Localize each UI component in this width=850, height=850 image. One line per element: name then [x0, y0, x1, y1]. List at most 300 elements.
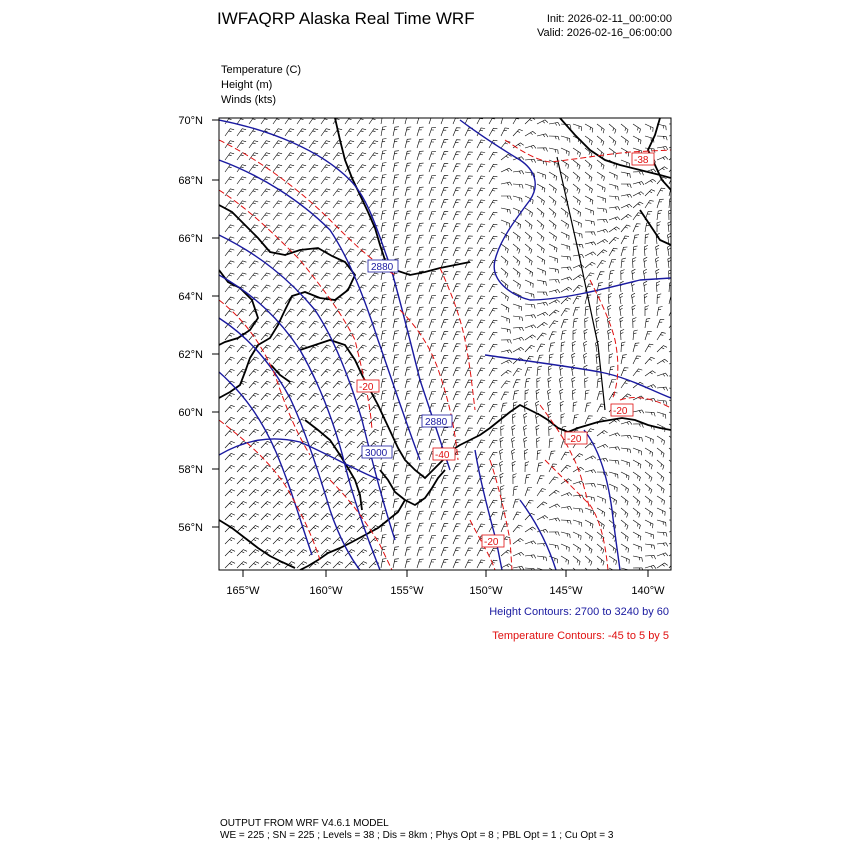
wind-barb	[381, 331, 387, 341]
wind-barb	[657, 157, 668, 161]
wind-barb	[537, 196, 544, 205]
wind-barb	[525, 378, 530, 388]
wind-barb	[237, 490, 247, 497]
wind-barb	[261, 369, 271, 376]
wind-barb	[549, 438, 554, 448]
wind-barb	[357, 129, 366, 136]
wind-barb	[549, 208, 556, 218]
wind-barb	[573, 208, 581, 217]
wind-barb	[537, 208, 544, 217]
wind-barb	[417, 295, 424, 304]
wind-barb	[453, 560, 461, 568]
wind-barb	[237, 562, 247, 568]
wind-barb	[632, 305, 636, 316]
wind-barb	[561, 414, 565, 424]
wind-barb	[285, 225, 294, 232]
wind-barb	[572, 389, 576, 400]
wind-barb	[285, 465, 295, 472]
wind-barb	[393, 475, 399, 484]
wind-barb	[549, 544, 559, 550]
wind-barb	[441, 536, 448, 544]
wind-barb	[465, 272, 473, 280]
wind-barb	[489, 164, 497, 172]
wind-barb	[273, 502, 283, 509]
wind-barb	[249, 562, 259, 568]
wind-barb	[393, 211, 399, 220]
wind-barb	[501, 328, 511, 334]
wind-barb	[405, 139, 411, 148]
wind-barb	[225, 502, 235, 509]
wind-barb	[297, 333, 307, 340]
wind-barb	[645, 357, 655, 364]
wind-barb	[645, 179, 656, 184]
wind-barb	[560, 353, 564, 364]
wind-barb	[608, 341, 612, 352]
wind-barb	[513, 369, 522, 377]
wind-barb	[297, 381, 307, 388]
wind-barb	[249, 261, 258, 268]
wind-barb	[381, 535, 387, 545]
wind-barb	[417, 139, 424, 148]
wind-barb	[333, 213, 342, 220]
wind-barb	[477, 344, 485, 352]
wind-barb	[333, 273, 342, 280]
wind-barb	[357, 153, 366, 160]
wind-barb	[441, 140, 448, 148]
wind-barb	[225, 321, 235, 328]
wind-barb	[561, 544, 569, 552]
wind-barb	[441, 176, 448, 184]
wind-barb	[573, 265, 584, 269]
wind-barb	[501, 392, 509, 400]
wind-barb	[369, 502, 379, 509]
lat-label: 66°N	[178, 233, 203, 245]
wind-barb	[429, 211, 436, 220]
temperature-labels	[357, 153, 654, 548]
wind-barb	[453, 524, 461, 532]
wind-barb	[225, 297, 235, 304]
wind-barb	[465, 296, 473, 304]
wind-barb	[237, 502, 247, 509]
wind-barb	[609, 380, 616, 389]
wind-barb	[237, 189, 246, 196]
wind-barb	[393, 523, 399, 532]
wind-barb	[573, 481, 584, 484]
wind-barb	[549, 477, 558, 484]
wind-barb	[309, 490, 319, 497]
wind-barb	[621, 472, 629, 480]
wind-barb	[309, 225, 318, 232]
wind-barb	[633, 356, 641, 364]
wind-barb	[477, 260, 485, 268]
wind-barb	[573, 402, 577, 412]
wind-barb	[261, 261, 270, 268]
wind-barb	[621, 247, 627, 256]
wind-barb	[249, 490, 259, 497]
wind-barb	[477, 140, 485, 148]
wind-barb	[369, 237, 378, 244]
wind-barb	[560, 401, 564, 412]
wind-barb	[429, 535, 436, 544]
wind-barb	[609, 207, 620, 211]
wind-barb	[525, 268, 533, 277]
wind-barb	[321, 477, 331, 484]
wind-barb	[633, 520, 640, 529]
temperature-label: -20	[567, 434, 582, 445]
wind-barb	[525, 367, 532, 376]
wind-barb	[405, 175, 411, 184]
wind-barb	[609, 237, 619, 244]
wind-barb	[549, 366, 553, 377]
wind-barb	[369, 153, 378, 160]
wind-barb	[584, 329, 588, 340]
wind-barb	[585, 306, 590, 316]
wind-barb	[525, 232, 532, 242]
wind-barb	[225, 417, 235, 424]
wind-barb	[561, 267, 572, 271]
field-temperature: Temperature (C)	[221, 64, 302, 76]
wind-barb	[249, 285, 258, 292]
wind-barb	[309, 514, 319, 521]
wind-barb	[273, 285, 282, 292]
wind-barb	[261, 526, 271, 533]
wind-barb	[261, 393, 271, 400]
wind-barb	[465, 260, 473, 268]
wind-barb	[597, 444, 608, 448]
wind-barb	[549, 426, 553, 437]
wind-barb	[549, 244, 557, 252]
wind-barb	[657, 373, 668, 376]
wind-barb	[513, 380, 520, 388]
wind-barb	[477, 248, 485, 256]
wind-barb	[537, 184, 545, 192]
wind-barb	[465, 188, 473, 196]
wind-barb	[393, 187, 399, 196]
wind-barb	[561, 568, 568, 577]
wind-barb	[393, 199, 399, 208]
wind-barb	[549, 148, 558, 154]
wind-barb	[620, 281, 624, 292]
wind-barb	[537, 172, 546, 179]
wind-barb	[513, 566, 524, 570]
wind-barb	[417, 223, 424, 232]
wind-barb	[297, 538, 307, 544]
wind-barb	[273, 165, 282, 172]
wind-barb	[477, 212, 485, 220]
wind-barb	[297, 405, 307, 412]
wind-barb	[621, 381, 630, 388]
wind-barb	[645, 484, 652, 494]
wind-barb	[297, 225, 306, 232]
wind-barb	[645, 555, 656, 559]
wind-barb	[333, 502, 343, 509]
wind-barb	[657, 320, 664, 328]
wind-barb	[453, 512, 461, 520]
wind-barb	[609, 124, 616, 134]
wind-barb	[357, 273, 366, 280]
wind-barb	[249, 273, 258, 280]
wind-barb	[609, 259, 616, 268]
wind-barb	[429, 379, 436, 388]
wind-barb	[309, 129, 318, 136]
wind-barb	[465, 548, 473, 556]
wind-barb	[393, 175, 399, 184]
temperature-legend: Temperature Contours: -45 to 5 by 5	[492, 630, 669, 642]
wind-barb	[237, 129, 246, 136]
wind-barb	[261, 502, 271, 509]
wind-barb	[513, 512, 521, 520]
wind-barb	[273, 273, 282, 280]
wind-barb	[417, 187, 424, 196]
wind-barb	[417, 283, 424, 292]
wind-barb	[297, 321, 307, 328]
wind-barb	[609, 433, 620, 436]
wind-barb	[549, 490, 559, 496]
wind-barb	[285, 441, 295, 448]
wind-barb	[549, 290, 560, 293]
wind-barb	[669, 400, 678, 407]
wind-barb	[621, 184, 631, 188]
wind-barb	[381, 511, 387, 521]
wind-barb	[549, 196, 556, 206]
wind-barb	[621, 556, 629, 564]
wind-barb	[657, 359, 668, 364]
wind-barb	[393, 463, 399, 472]
lat-label: 62°N	[178, 349, 203, 361]
wind-barb	[225, 357, 235, 364]
wind-barb	[321, 165, 330, 172]
wind-barb	[561, 331, 567, 341]
wind-barb	[225, 225, 234, 232]
wind-barb	[225, 405, 235, 412]
wind-barb	[261, 165, 270, 172]
wind-barb	[369, 189, 378, 196]
wind-barb	[477, 272, 485, 280]
wind-barb	[309, 141, 318, 148]
wind-barb	[225, 429, 235, 436]
wind-barb	[489, 260, 497, 268]
wind-barb	[549, 122, 560, 125]
wind-barb	[609, 460, 619, 465]
wind-barb	[609, 556, 617, 565]
wind-barb	[537, 134, 548, 137]
wind-barb	[657, 460, 664, 470]
wind-barb	[525, 208, 533, 217]
wind-barb	[669, 472, 676, 481]
wind-barb	[345, 526, 355, 533]
wind-barb	[657, 543, 668, 547]
wind-barb	[321, 465, 331, 472]
wind-barb	[453, 536, 461, 544]
wind-barb	[417, 235, 424, 244]
wind-barb	[621, 172, 630, 178]
wind-barb	[501, 128, 509, 136]
wind-barb	[549, 451, 555, 460]
wind-barb	[537, 344, 545, 352]
wind-barb	[585, 184, 592, 193]
wind-barb	[501, 256, 508, 265]
wind-barb	[621, 136, 628, 145]
wind-barb	[417, 163, 424, 172]
wind-barb	[633, 496, 640, 506]
wind-barb	[644, 245, 648, 256]
wind-barb	[237, 141, 246, 148]
wind-barb	[609, 248, 618, 256]
wind-barb	[393, 115, 399, 124]
wind-barb	[285, 369, 295, 376]
wind-barb	[465, 488, 473, 496]
wind-barb	[657, 412, 666, 419]
wind-barb	[645, 148, 655, 153]
wind-barb	[381, 391, 387, 401]
wind-barb	[261, 465, 271, 472]
wind-barb	[525, 488, 532, 497]
wind-barb	[633, 182, 644, 185]
wind-barb	[249, 141, 258, 148]
wind-barb	[285, 429, 295, 436]
wind-barb	[333, 153, 342, 160]
wind-barb	[524, 413, 528, 424]
wind-barb	[297, 453, 307, 460]
wind-barb	[573, 415, 579, 425]
wind-barb	[513, 268, 520, 277]
wind-barb	[513, 347, 524, 352]
wind-barb	[297, 213, 306, 220]
wind-barb	[573, 244, 583, 248]
wind-barb	[501, 426, 505, 437]
wind-barb	[369, 309, 379, 316]
wind-barb	[537, 120, 548, 124]
wind-barb	[561, 507, 572, 511]
wind-barb	[657, 472, 664, 482]
wind-barb	[261, 453, 271, 460]
wind-barb	[537, 378, 541, 388]
wind-barb	[524, 437, 528, 448]
wind-barb	[441, 368, 448, 376]
wind-barb	[525, 500, 534, 508]
wind-barb	[261, 285, 270, 292]
wind-barb	[405, 511, 411, 520]
wind-barb	[621, 435, 632, 439]
wind-barb	[645, 344, 653, 352]
wind-barb	[513, 486, 518, 496]
wind-barb	[309, 417, 319, 424]
wind-barb	[261, 345, 271, 352]
wind-barb	[465, 116, 473, 124]
wind-barb	[608, 329, 612, 340]
wind-barb	[381, 283, 387, 293]
wind-barb	[620, 293, 624, 304]
wind-barb	[621, 225, 630, 232]
wind-barb	[645, 565, 656, 568]
wind-barb	[273, 309, 283, 316]
wind-barb	[333, 177, 342, 184]
wind-barb	[273, 429, 283, 436]
wind-barb	[536, 425, 540, 436]
wind-barb	[633, 544, 641, 551]
wind-barb	[669, 412, 677, 420]
wind-barb	[525, 184, 534, 191]
wind-barb	[536, 389, 540, 400]
wind-barb	[597, 261, 606, 269]
wind-barb	[405, 259, 411, 268]
wind-barb	[523, 425, 527, 436]
wind-barb	[297, 237, 306, 244]
wind-barb	[500, 461, 503, 472]
wind-barb	[417, 331, 424, 340]
wind-barb	[405, 475, 411, 484]
wind-barb	[429, 199, 436, 208]
wind-barb	[429, 151, 436, 160]
wind-barb	[321, 201, 330, 208]
wind-barb	[345, 441, 355, 448]
wind-barb	[357, 261, 366, 268]
wind-barb	[417, 535, 424, 544]
wind-barb	[609, 544, 616, 553]
wind-barb	[489, 176, 497, 184]
wind-barb	[273, 538, 283, 544]
wind-barb	[609, 148, 616, 157]
wind-barb	[633, 136, 641, 144]
wind-barb	[441, 152, 448, 160]
wind-barb	[453, 164, 461, 172]
wind-barb	[357, 357, 367, 364]
wind-barb	[381, 427, 387, 437]
wind-barb	[621, 568, 630, 574]
wind-barb	[644, 257, 648, 268]
wind-barb	[549, 280, 560, 284]
wind-barb	[381, 319, 387, 329]
wind-barb	[645, 306, 649, 316]
wind-barb	[417, 319, 424, 328]
wind-barb	[561, 342, 565, 352]
wind-barb	[633, 484, 640, 493]
wind-barb	[669, 321, 678, 328]
wind-barb	[501, 370, 511, 376]
wind-barb	[345, 429, 355, 436]
wind-barb	[429, 439, 436, 448]
wind-barb	[573, 508, 583, 513]
wind-barb	[489, 428, 497, 436]
wind-barb	[501, 340, 511, 344]
wind-barb	[237, 526, 247, 533]
wind-barb	[560, 389, 564, 400]
wind-barb	[621, 448, 631, 453]
wind-barb	[225, 550, 235, 556]
wind-barb	[453, 284, 461, 292]
wind-barb	[381, 307, 387, 317]
wind-barb	[489, 224, 497, 232]
wind-barb	[309, 393, 319, 400]
wind-barb	[561, 320, 568, 328]
wind-barb	[297, 153, 306, 160]
wind-barb	[572, 377, 576, 388]
wind-barb	[453, 404, 461, 412]
wind-barb	[513, 184, 523, 188]
wind-barb	[549, 321, 558, 328]
wind-barb	[585, 124, 593, 132]
lon-label: 145°W	[549, 585, 583, 597]
wind-barb	[261, 490, 271, 497]
wind-barb	[285, 321, 295, 328]
wind-barb	[453, 356, 461, 364]
wind-barb	[633, 330, 638, 340]
wind-barb	[417, 151, 424, 160]
wind-barb	[645, 436, 653, 444]
wind-barb	[309, 477, 319, 484]
wind-barb	[333, 393, 343, 400]
wind-barb	[537, 268, 545, 275]
